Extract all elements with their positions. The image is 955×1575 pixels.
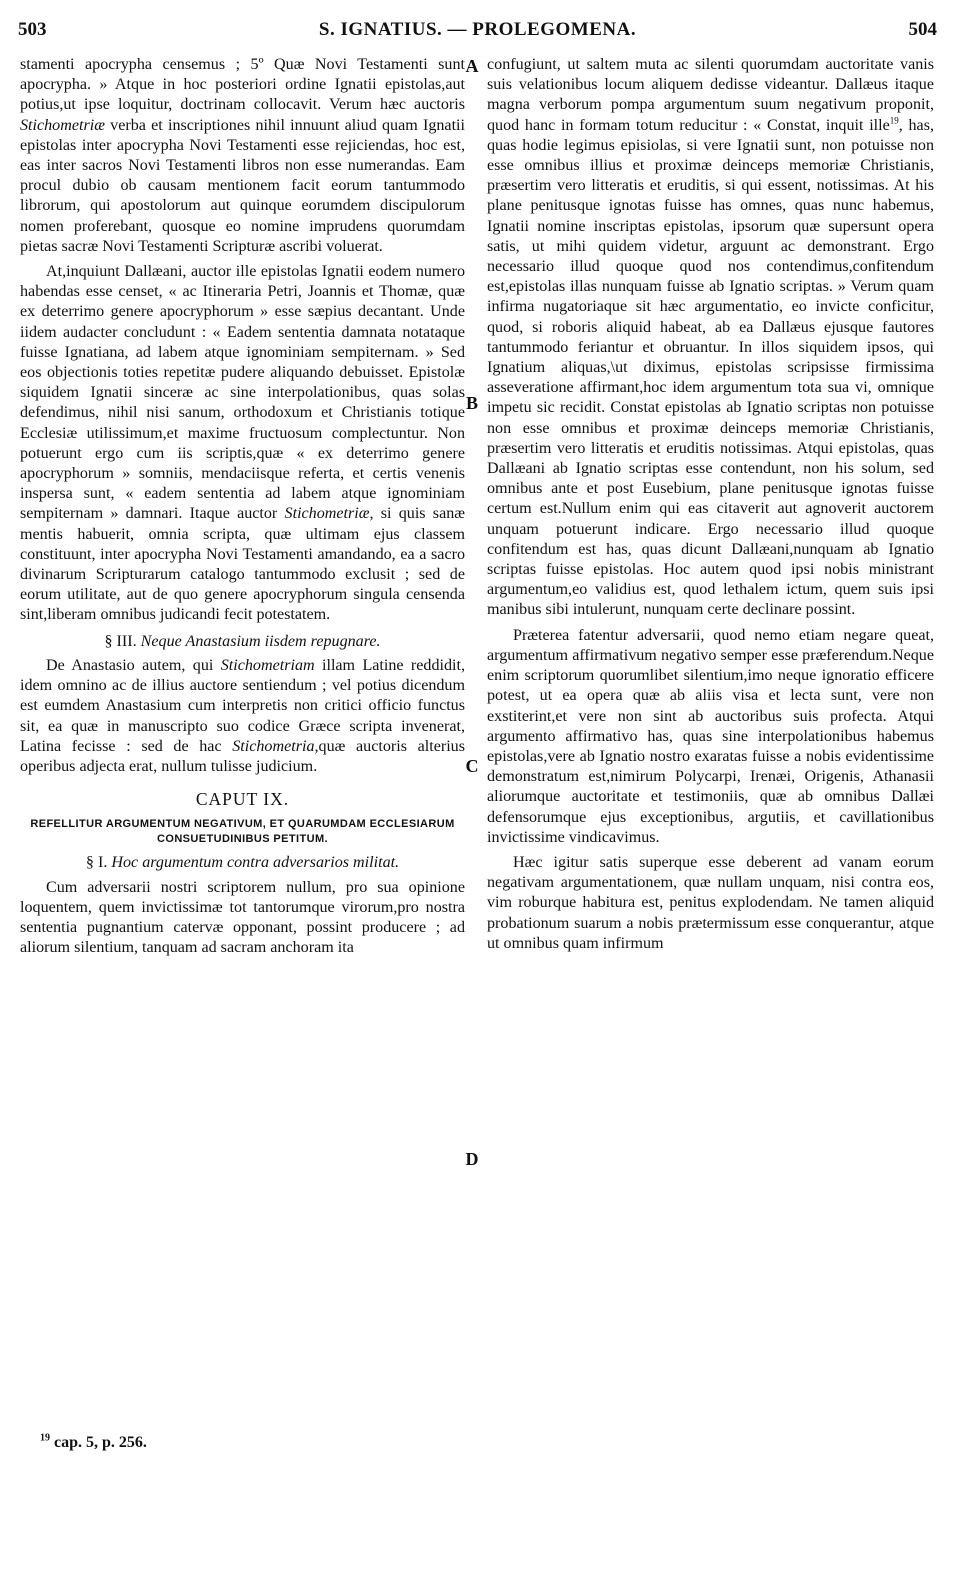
section-heading [20,853,465,873]
text: , has, quas hodie legimus episiolas, si vere Ignatii sunt, non potuisse non esse omnibus illius et proximæ deinceps memoriæ Christianis, præsertim vero litteratis et eruditis, si qui essent, notissimas. At his plane penitusque ignotas fuisse has omnes, quas nunc habemus, Ignatii nomine inscriptas epistolas, ipsorum quæ supersunt opera satis, ut mihi quidem videtur, arguunt ac demonstrant. Ergo necessario illud quoque quod nos contendimus,confitendum est,epistolas illas nunquam fuisse ab Ignatio scriptas. » Verum quam infirma nugatoriaque sit hæc argumentatio, eo invicte conficitur, quod, si roboris aliquid habeat, ab ea Dallæus ejusque fautores tantummodo feriantur et obruantur. In illos siquidem ipsos, qui Ignatium aliquas,\ut diximus, epistolas scripsisse firmissima asseveratione affirmant,hoc idem argumentum tota sua vi, omnique impetu sic recidit. Constat epistolas ab Ignatio scriptas non potuisse non esse omnibus et proximæ deinceps memoriæ Christianis, præsertim vero litteratis et eruditis notissimas. Atqui epistolas, quas Dallæani ab Ignatio scriptas esse contendunt, non his solum, sed omnibus ante et post Eusebium, plane penitusque ignotas fuisse certum est.Nullum enim qui eas citaverit aut agnoverit auctorem unquam potuerunt indicare. Ergo necessario illud quoque confitendum est has, quas dicunt Dallæani,nunquam ab Ignatio scriptas fuisse epistolas. Hoc autem quod ipsi nobis ministrant argumentum,eo validius est, quod lethalem ictum, quem suis ipsi manibus sibi intulerunt, nunquam certe declinare possint. [487,116,934,619]
paragraph [20,656,465,777]
text: illam Latine reddidit, idem omnino ac de illius auctore sentiendum ; vel potius dicendum est eumdem Anastasium cum interpretis non critici officio functus sit, ea quæ in manuscripto suo codice Græce scripta invenerat, Latina fecisse : sed de hac [20,656,465,755]
text: Præterea fatentur adversarii, quod nemo etiam negare queat, argumentum affirmativum negativo semper esse præferendum.Neque enim scriptorum quorumlibet silentium,imo neque ignoratio efficere potest, ut ea opera quæ ab aliis visa et lecta sunt, vere non exstiterint,et vere non sint ab auctoribus suis profecta. Atqui argumento affirmativo has, quas sine interpolationibus habemus epistolas,vere ab Ignatio nostro exaratas fuisse a nobis evidentissime demonstratum est,nimirum Polycarpi, Irenæi, Origenis, Athanasii aliorumque auctoritate et testimoniis, quæ ab omnibus Dallæi defensorumque ejus exceptionibus, argutiis, et cavillationibus invictissime vindicavimus. [487,626,934,846]
left-column [20,55,465,958]
section-heading [20,632,465,652]
text: verba et inscriptiones nihil innuunt aliud quam Ignatii epistolas inter apocrypha Novi Testamenti esse rejiciendas, hoc est, eas inter sacros Novi Testamenti libros non esse numerandas. Eam procul dubio ob causam mentionem facit eorum tantummodo librorum, qui apostolorum aut quinque eorumdem discipulorum nomen proferebant, quosque eo nomine imprudens quorumdam pietas sacræ Novi Testamenti Scripturæ ascribi voluerat. [20,116,465,255]
text: quæ auctoris alterius operibus adjecta erat, nullum tulisse judicium. [20,737,465,775]
paragraph [20,55,465,257]
section-number: § III. [104,632,137,650]
footnote-mark: 19 [40,1432,50,1444]
text: Cum adversarii nostri scriptorem nullum, pro sua opinione loquentem, quem invictissimæ tot tantorumque virorum,pro nostra sententia pugnantium catervæ opponant, possint producere ; ad aliorum silentium, tanquam ad sacram anchoram ita [20,878,465,957]
running-title: S. IGNATIUS. — PROLEGOMENA. [318,19,637,40]
margin-letter-d: D [465,1149,479,1169]
footnote-reference[interactable]: 19 [889,115,899,126]
text: Hæc igitur satis superque esse deberent ad vanam eorum negativam argumentationem, quæ nullam unquam, nisi contra eos, vim roburque habitura est, penitus explodendam. Ne tamen aliquid probationum suarum a nobis prætermissum esse conquerantur, atque ut omnibus quam infirmum [487,853,934,952]
paragraph [487,55,934,621]
section-title: Neque Anastasium iisdem repugnare. [140,632,381,650]
section-title: Hoc argumentum contra adversarios militat. [111,854,400,872]
text: At,inquiunt Dallæani, auctor ille epistolas Ignatii eodem numero habendas esse censet, « ac Itineraria Petri, Joannis et Thomæ, quæ ex deterrimo genere apocryphorum » esse sæpius decantant. Unde iidem audacter concludunt : « Eadem sententia damnata notataque fuisse Ignatiana, ad labem atque ignominiam sempiternam. » Sed eos objectionis toties repetitæ pudere aliquando debuisset. Epistolæ siquidem Ignatii sinceræ ac sine interpolationibus, quas solas defendimus, nihil nisi sanum, orthodoxum et Christianis totique Ecclesiæ utilissimum,et maxime fructuosum complectuntur. Non potuerunt ergo cum iis scriptis,quæ « ex deterrimo genere apocryphorum » somniis, mendaciisque referta, et certis venenis inspersa sunt, « eadem sententia ad labem atque ignominiam sempiternam » damnari. Itaque auctor [20,263,465,523]
running-head [18,17,937,47]
text: si quis sanæ mentis habuerit, omnia scripta, quæ ultimam ejus classem constituunt, inter apocrypha Novi Testamenti amandando, ea a sacro divinarum Scripturarum catalogo tantummodo exclusit ; sed de eorum utilitate, aut de quo genere apocryphorum singula censenda sint,liberam omnibus judicandi fecit potestatem. [20,505,465,624]
page-number-left: 503 [18,19,47,40]
chapter-title: CAPUT IX. [195,789,290,810]
text: confugiunt, ut saltem muta ac silenti quorumdam auctoritate vanis suis velationibus locum aliquem dedisse videantur. Dallæus itaque magna verborum pompa argumentum suum negativum proponit, quod hanc in formam totum reducitur : « Constat, inquit ille [487,56,934,134]
paragraph [487,853,934,954]
margin-letter-a: A [465,56,479,76]
italic-text: Stichometriam [220,656,315,674]
right-column [487,55,934,954]
italic-text: Stichometria, [232,737,319,755]
paragraph [20,262,465,626]
text: De Anastasio autem, qui [46,656,214,674]
italic-text: Stichometriæ, [284,505,374,523]
footnote-text: cap. 5, p. 256. [50,1434,147,1451]
page-number-right: 504 [908,19,937,40]
paragraph [487,626,934,848]
text: stamenti apocrypha censemus ; 5º Quæ Novi Testamenti sunt apocrypha. » Atque in hoc posteriori ordine Ignatii epistolas,aut potius,ut ipse loquitur, doctrinam collocavit. Verum hæc auctoris [20,56,465,114]
margin-letter-b: B [465,393,478,413]
margin-letter-c: C [465,756,479,776]
italic-text: Stichometriæ [20,116,105,134]
footnote [40,1434,147,1452]
section-number: § I. [85,854,108,872]
chapter-summary: REFELLITUR ARGUMENTUM NEGATIVUM, ET QUARUMDAM ECCLESIARUM CONSUETUDINIBUS PETITUM. [30,818,455,846]
paragraph [20,878,465,959]
